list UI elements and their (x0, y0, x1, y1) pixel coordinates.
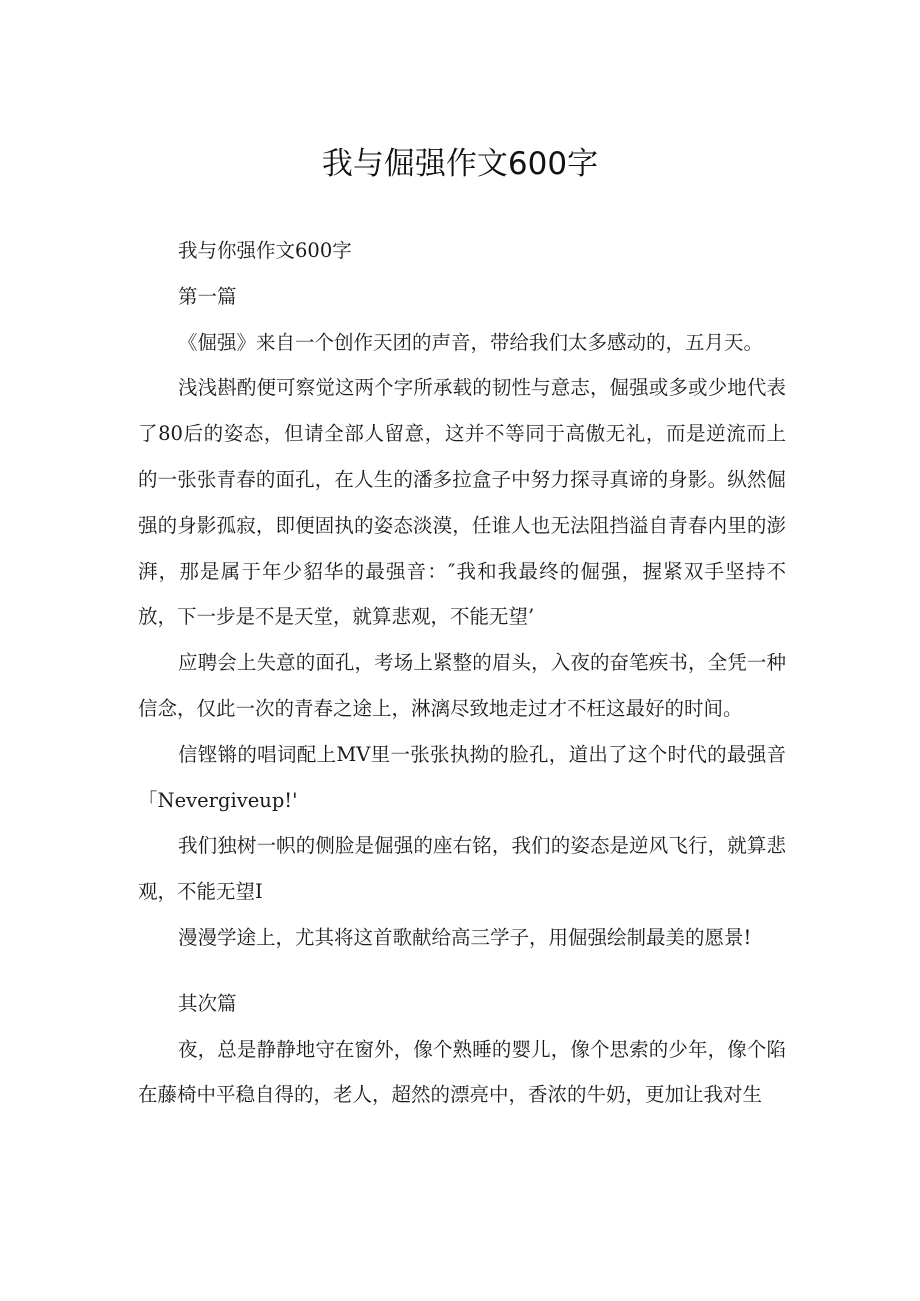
section-heading-second: 其次篇 (178, 991, 237, 1015)
body-paragraph: 信铿锵的唱词配上MV里一张张执拗的脸孔，道出了这个时代的最强音「Nevergiveup!' (138, 742, 786, 812)
body-paragraph: 浅浅斟酌便可察觉这两个字所承载的韧性与意志，倔强或多或少地代表了80后的姿态，但请全部人留意，这并不等同于高傲无礼，而是逆流而上的一张张青春的面孔，在人生的潘多拉盒子中努力探寻真谛的身影。纵然倔强的身影孤寂，即便固执的姿态淡漠，任谁人也无法阻挡溢自青春内里的澎湃，那是属于年少貂华的最强音：″我和我最终的倔强，握紧双手坚持不放，下一步是不是天堂，就算悲观，不能无望’ (138, 376, 786, 629)
document-title: 我与倔强作文600字 (321, 146, 599, 182)
body-paragraph: 应聘会上失意的面孔，考场上紧整的眉头，入夜的奋笔疾书，全凭一种信念，仅此一次的青春之途上，淋漓尽致地走过才不枉这最好的时间。 (138, 651, 786, 720)
body-paragraph: 我们独树一帜的侧脸是倔强的座右铭，我们的姿态是逆风飞行，就算悲观，不能无望I (138, 834, 786, 904)
body-paragraph: 《倔强》来自一个创作天团的声音，带给我们太多感动的，五月天。 (178, 330, 764, 354)
document-body (138, 228, 786, 1118)
body-paragraph: 夜，总是静静地守在窗外，像个熟睡的婴儿，像个思索的少年，像个陷在藤椅中平稳自得的，老人，超然的漂亮中，香浓的牛奶，更加让我对生 (138, 1037, 786, 1107)
section-spacer (138, 961, 786, 981)
subtitle-paragraph: 我与你强作文600字 (178, 239, 352, 262)
section-heading-first: 第一篇 (178, 284, 237, 308)
body-paragraph: 漫漫学途上，尤其将这首歌献给高三学子，用倔强绘制最美的愿景! (178, 925, 752, 949)
